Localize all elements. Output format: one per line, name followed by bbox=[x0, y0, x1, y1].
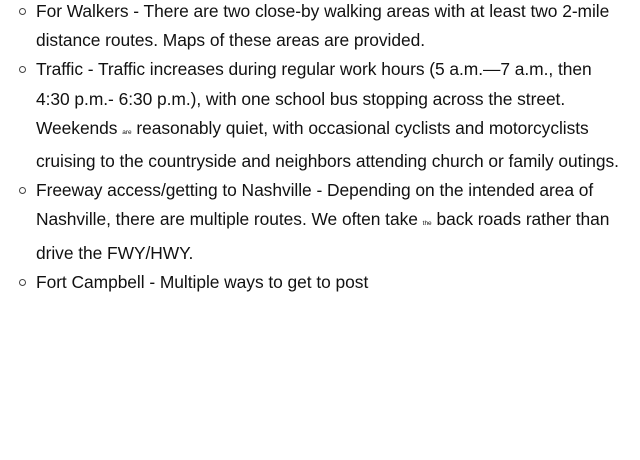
list-item-fort-campbell bbox=[0, 268, 640, 297]
circle-bullet-icon bbox=[19, 279, 26, 286]
item-text-part-1: Traffic - Traffic increases during regular work hours (5 a.m.—7 a.m., then 4:30 p.m.- 6:30 p.m.), with one school bus stopping across the street. Weekends bbox=[36, 59, 592, 138]
circle-bullet-icon bbox=[19, 66, 26, 73]
item-text-part-2: back roads rather than drive the FWY/HWY. bbox=[36, 209, 610, 263]
list-item-freeway bbox=[0, 176, 640, 268]
item-text: For Walkers - There are two close-by walking areas with at least two 2-mile distance routes. Maps of these areas are provided. bbox=[36, 1, 610, 51]
circle-bullet-icon bbox=[19, 187, 26, 194]
list-item-walkers bbox=[0, 0, 640, 55]
item-text: Fort Campbell - Multiple ways to get to post bbox=[36, 271, 369, 292]
small-word: are bbox=[122, 128, 132, 136]
list-item-traffic bbox=[0, 55, 640, 176]
item-text-part-2: reasonably quiet, with occasional cyclists and motorcyclists cruising to the countryside and neighbors attending church or family outings. bbox=[36, 117, 619, 172]
small-word: the bbox=[422, 220, 432, 228]
item-text-part-1: Freeway access/getting to Nashville - Depending on the intended area of Nashville, there are multiple routes. We often take bbox=[36, 180, 594, 230]
circle-bullet-icon bbox=[19, 8, 26, 15]
